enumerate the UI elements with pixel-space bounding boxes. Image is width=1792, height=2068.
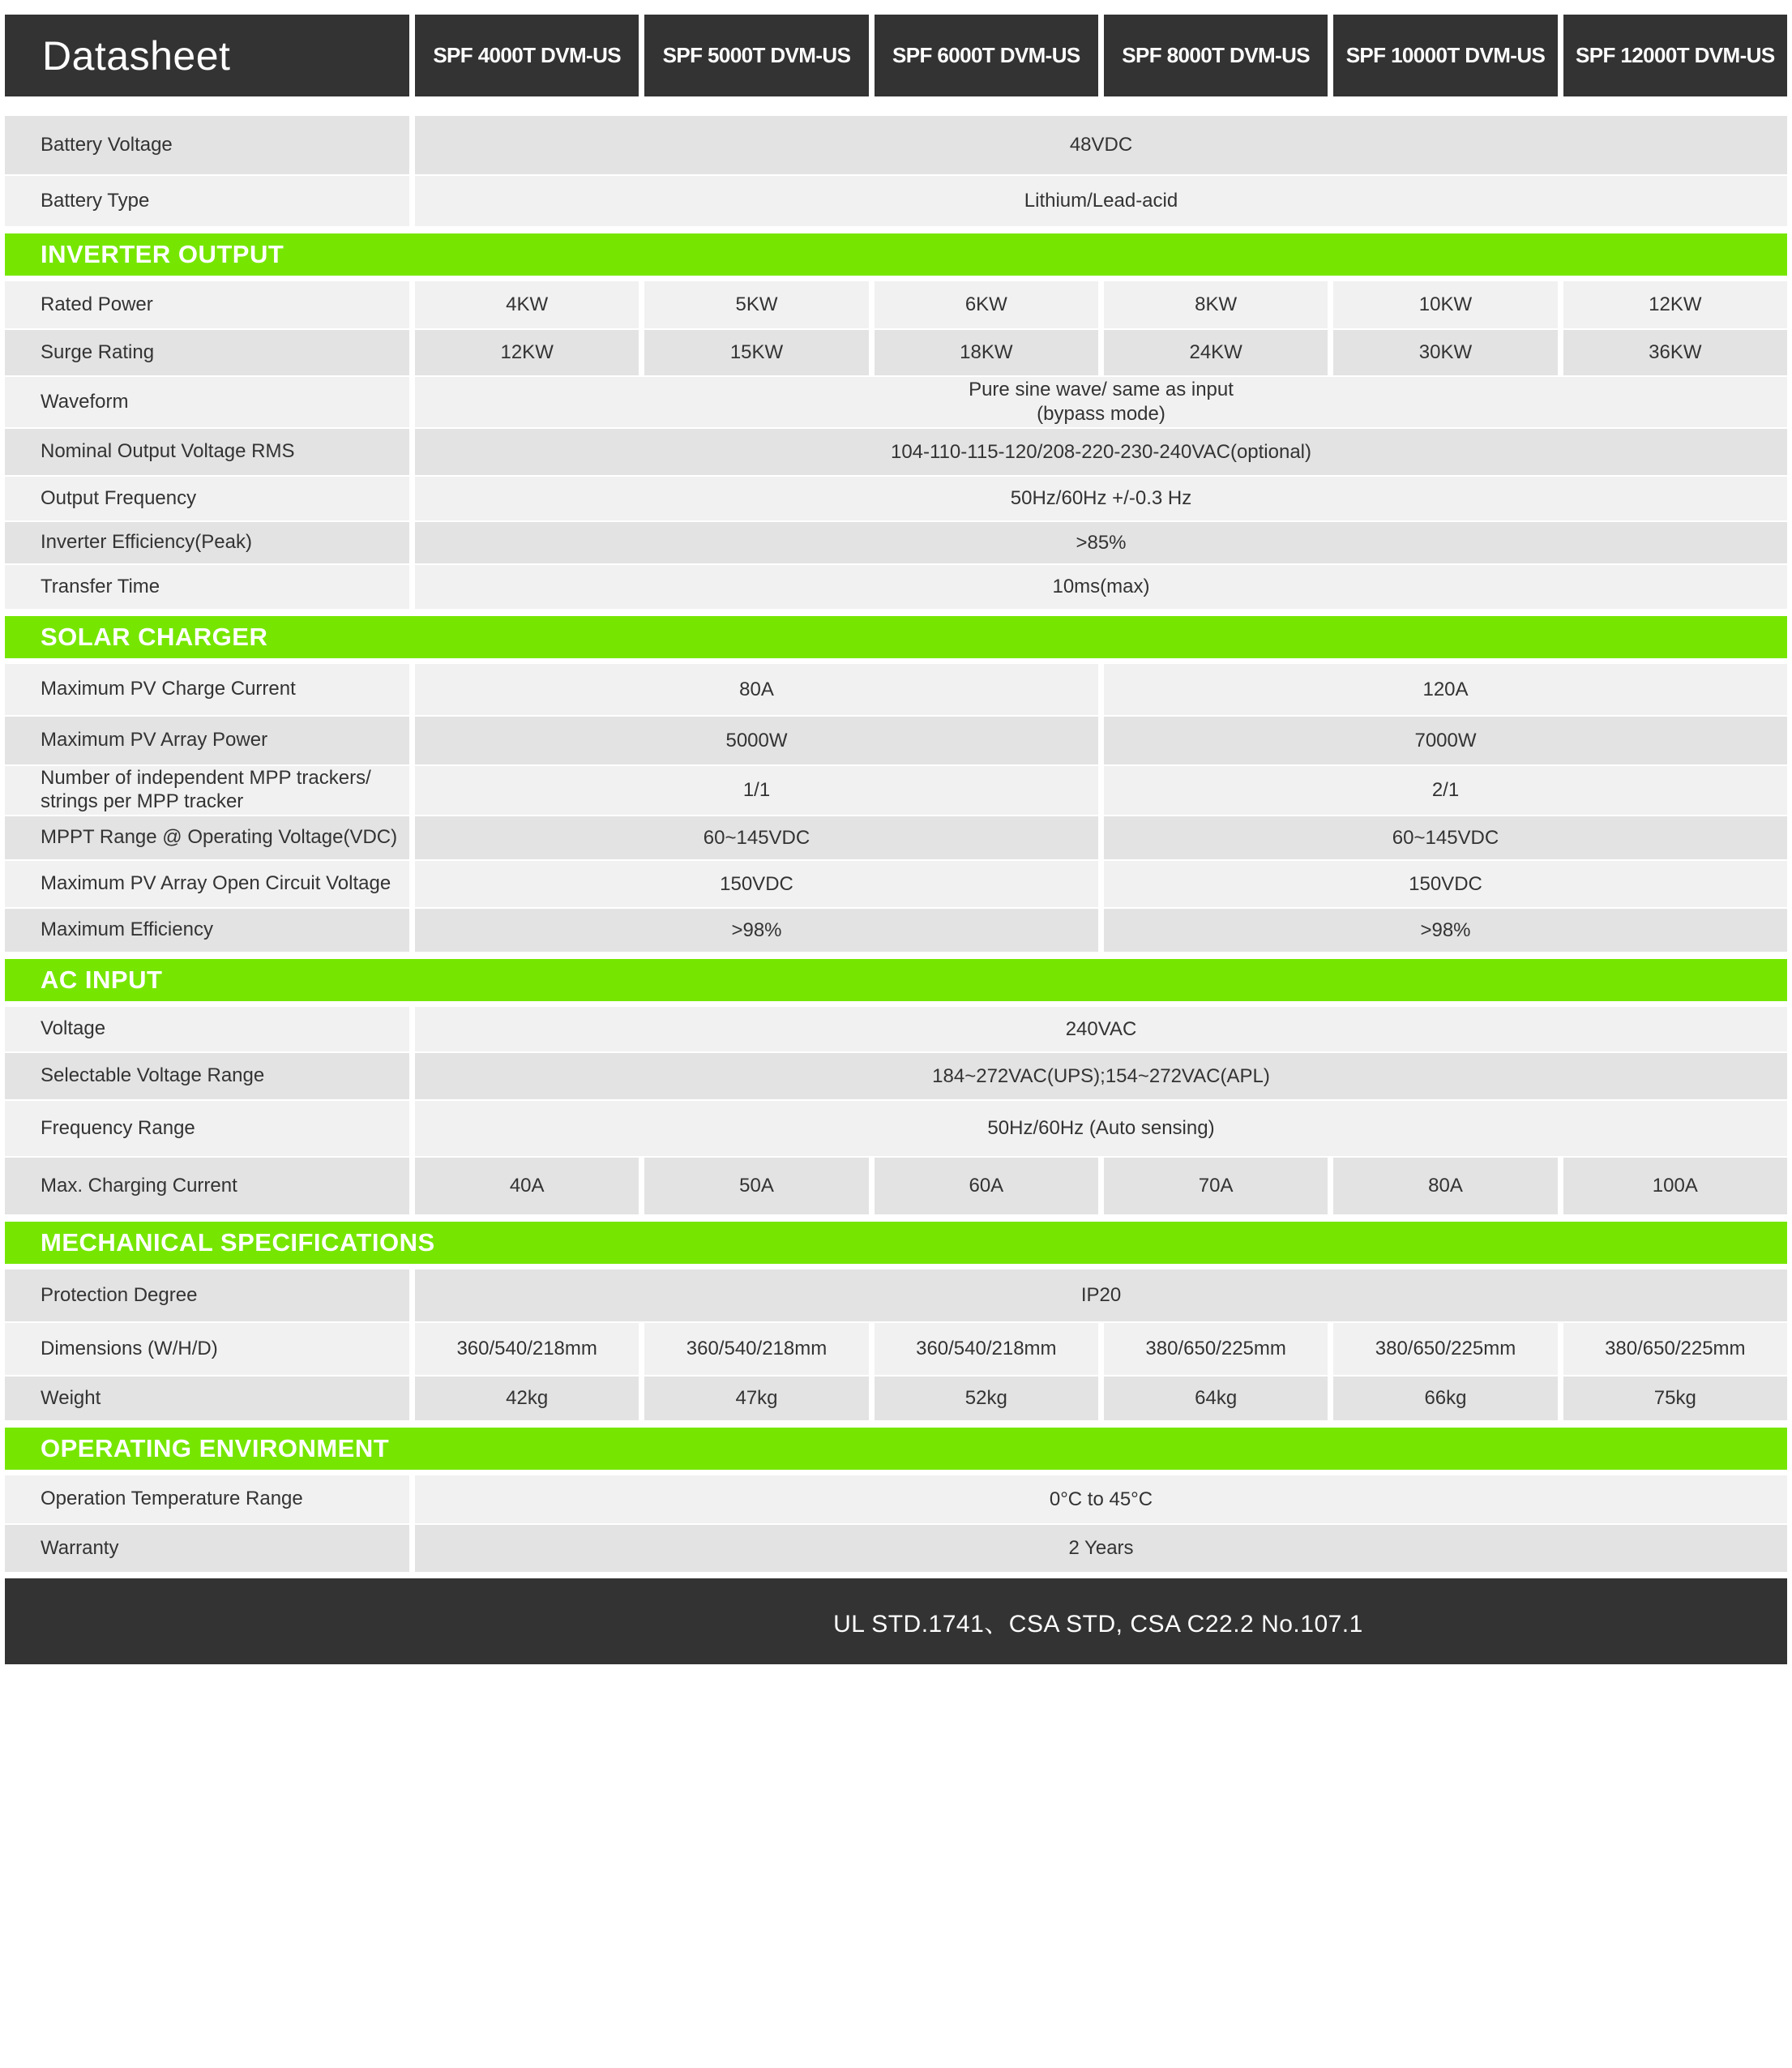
spec-value: 2/1	[1104, 766, 1787, 815]
spec-value: 40A	[415, 1158, 639, 1214]
row-label: MPPT Range @ Operating Voltage(VDC)	[5, 816, 409, 859]
row-inverter-efficiency	[5, 522, 1787, 565]
spec-value: 60~145VDC	[415, 816, 1098, 859]
spec-value: 18KW	[875, 330, 1098, 375]
row-label	[5, 766, 409, 815]
spec-value: 48VDC	[415, 116, 1787, 174]
spec-value: 64kg	[1104, 1377, 1328, 1420]
section-title: INVERTER OUTPUT	[41, 240, 284, 268]
row-label: Dimensions (W/H/D)	[5, 1323, 409, 1375]
section-header-inverter-output	[5, 233, 1787, 276]
row-label: Maximum PV Array Power	[5, 717, 409, 764]
row-operation-temperature-range	[5, 1475, 1787, 1525]
page-title: Datasheet	[5, 15, 409, 96]
spec-value: 360/540/218mm	[875, 1323, 1098, 1375]
spec-value: >85%	[415, 522, 1787, 563]
row-label: Operation Temperature Range	[5, 1475, 409, 1523]
header-row	[5, 15, 1787, 96]
spec-value-line1: Pure sine wave/ same as input	[969, 379, 1234, 400]
spec-value: 4KW	[415, 281, 639, 328]
row-label: Surge Rating	[5, 330, 409, 375]
spec-value: 75kg	[1563, 1377, 1787, 1420]
spec-value: 50Hz/60Hz (Auto sensing)	[415, 1101, 1787, 1156]
spec-value: Lithium/Lead-acid	[415, 176, 1787, 226]
row-rated-power	[5, 281, 1787, 330]
row-mppt-range	[5, 816, 1787, 861]
spec-value: 30KW	[1333, 330, 1557, 375]
spec-value: 80A	[1333, 1158, 1557, 1214]
row-label: Maximum PV Charge Current	[5, 664, 409, 715]
footer-spacer	[5, 1578, 409, 1664]
spec-value: 360/540/218mm	[415, 1323, 639, 1375]
section-header-operating-environment	[5, 1428, 1787, 1470]
row-label: Maximum Efficiency	[5, 909, 409, 952]
spec-value-line2: (bypass mode)	[1037, 403, 1165, 425]
model-header-spf-8000t: SPF 8000T DVM-US	[1104, 15, 1328, 96]
section-title: MECHANICAL SPECIFICATIONS	[41, 1228, 435, 1257]
row-nominal-output-voltage	[5, 429, 1787, 477]
spec-value: 10ms(max)	[415, 565, 1787, 609]
row-max-pv-open-circuit-voltage	[5, 861, 1787, 909]
row-waveform	[5, 377, 1787, 429]
section-header-ac-input	[5, 959, 1787, 1001]
section-header-mechanical-specifications	[5, 1222, 1787, 1264]
row-protection-degree	[5, 1269, 1787, 1323]
model-header-spf-5000t: SPF 5000T DVM-US	[644, 15, 868, 96]
section-title: SOLAR CHARGER	[41, 623, 268, 651]
spec-value: IP20	[415, 1269, 1787, 1321]
spec-value: 380/650/225mm	[1104, 1323, 1328, 1375]
section-title: OPERATING ENVIRONMENT	[41, 1434, 390, 1462]
row-label: Selectable Voltage Range	[5, 1053, 409, 1099]
certification-text: UL STD.1741、CSA STD, CSA C22.2 No.107.1	[833, 1611, 1363, 1638]
spec-value: 47kg	[644, 1377, 868, 1420]
row-label: Inverter Efficiency(Peak)	[5, 522, 409, 563]
section-header-solar-charger	[5, 616, 1787, 658]
spec-value: >98%	[415, 909, 1098, 952]
row-selectable-voltage-range	[5, 1053, 1787, 1101]
spec-value: 66kg	[1333, 1377, 1557, 1420]
spec-value: 24KW	[1104, 330, 1328, 375]
spec-value: 150VDC	[1104, 861, 1787, 907]
row-ac-voltage	[5, 1007, 1787, 1053]
row-max-pv-charge-current	[5, 664, 1787, 717]
row-weight	[5, 1377, 1787, 1422]
model-header-spf-12000t: SPF 12000T DVM-US	[1563, 15, 1787, 96]
row-label: Max. Charging Current	[5, 1158, 409, 1214]
spec-value: 380/650/225mm	[1333, 1323, 1557, 1375]
spec-value: 2 Years	[415, 1525, 1787, 1572]
spec-value: 7000W	[1104, 717, 1787, 764]
row-label: Frequency Range	[5, 1101, 409, 1156]
row-battery-voltage	[5, 116, 1787, 176]
row-label: Nominal Output Voltage RMS	[5, 429, 409, 475]
spec-value: 184~272VAC(UPS);154~272VAC(APL)	[415, 1053, 1787, 1099]
model-header-spf-10000t: SPF 10000T DVM-US	[1333, 15, 1557, 96]
spec-value: 52kg	[875, 1377, 1098, 1420]
spec-value: 0°C to 45°C	[415, 1475, 1787, 1523]
row-label: Battery Type	[5, 176, 409, 226]
row-label: Waveform	[5, 377, 409, 427]
row-dimensions	[5, 1323, 1787, 1377]
spec-value: 12KW	[415, 330, 639, 375]
row-max-charging-current	[5, 1158, 1787, 1216]
spec-value: 60A	[875, 1158, 1098, 1214]
row-label-line2: strings per MPP tracker	[41, 790, 244, 812]
spec-value: 15KW	[644, 330, 868, 375]
row-warranty	[5, 1525, 1787, 1573]
row-label: Maximum PV Array Open Circuit Voltage	[5, 861, 409, 907]
spec-value: 5KW	[644, 281, 868, 328]
spec-value: 5000W	[415, 717, 1098, 764]
row-label: Voltage	[5, 1007, 409, 1051]
spec-value: >98%	[1104, 909, 1787, 952]
spec-value: 60~145VDC	[1104, 816, 1787, 859]
spec-value: 50Hz/60Hz +/-0.3 Hz	[415, 477, 1787, 520]
spec-value: 104-110-115-120/208-220-230-240VAC(optional)	[415, 429, 1787, 475]
model-header-spf-4000t: SPF 4000T DVM-US	[415, 15, 639, 96]
row-transfer-time	[5, 565, 1787, 610]
spec-value: 240VAC	[415, 1007, 1787, 1051]
row-label: Weight	[5, 1377, 409, 1420]
row-label-line1: Number of independent MPP trackers/	[41, 767, 371, 790]
row-surge-rating	[5, 330, 1787, 377]
section-title: AC INPUT	[41, 965, 163, 994]
row-battery-type	[5, 176, 1787, 228]
certification-footer	[5, 1578, 1787, 1664]
spec-value: 8KW	[1104, 281, 1328, 328]
row-max-pv-array-power	[5, 717, 1787, 766]
spec-value	[415, 377, 1787, 427]
spec-value: 42kg	[415, 1377, 639, 1420]
row-label: Protection Degree	[5, 1269, 409, 1321]
spec-value: 360/540/218mm	[644, 1323, 868, 1375]
row-frequency-range	[5, 1101, 1787, 1158]
spec-value: 12KW	[1563, 281, 1787, 328]
row-output-frequency	[5, 477, 1787, 522]
spec-value: 70A	[1104, 1158, 1328, 1214]
spec-value: 120A	[1104, 664, 1787, 715]
spec-value: 380/650/225mm	[1563, 1323, 1787, 1375]
row-label: Warranty	[5, 1525, 409, 1572]
row-label: Transfer Time	[5, 565, 409, 609]
row-mpp-trackers	[5, 766, 1787, 816]
row-label: Output Frequency	[5, 477, 409, 520]
row-label: Battery Voltage	[5, 116, 409, 174]
spec-value: 10KW	[1333, 281, 1557, 328]
spec-value: 6KW	[875, 281, 1098, 328]
row-maximum-efficiency	[5, 909, 1787, 953]
spec-value: 150VDC	[415, 861, 1098, 907]
model-header-spf-6000t: SPF 6000T DVM-US	[875, 15, 1098, 96]
spec-value: 100A	[1563, 1158, 1787, 1214]
spec-value: 50A	[644, 1158, 868, 1214]
row-label: Rated Power	[5, 281, 409, 328]
spec-value: 36KW	[1563, 330, 1787, 375]
spec-value: 1/1	[415, 766, 1098, 815]
spec-value: 80A	[415, 664, 1098, 715]
